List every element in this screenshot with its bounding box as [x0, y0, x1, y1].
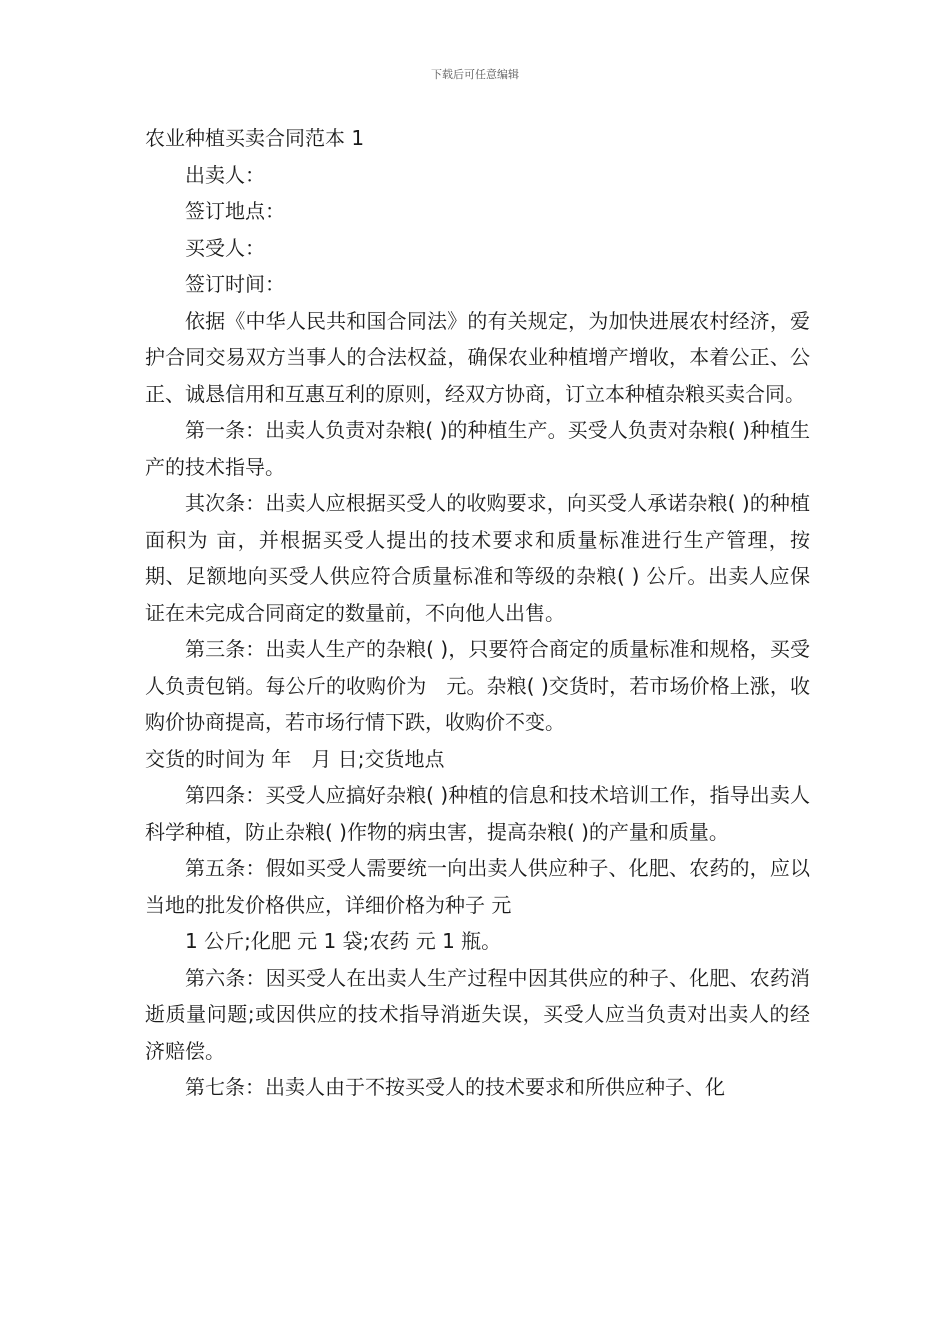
- prices-line: 1 公斤;化肥 元 1 袋;农药 元 1 瓶。: [185, 929, 502, 953]
- paragraph-article-7: 第七条：出卖人由于不按买受人的技术要求和所供应种子、化: [185, 1075, 725, 1099]
- field-buyer: 买受人：: [185, 235, 265, 260]
- field-seller: 出卖人：: [185, 162, 265, 187]
- document-body: [145, 120, 810, 1106]
- delivery-line: 交货的时间为 年 月 日;交货地点: [145, 746, 445, 771]
- field-sign-place: 签订地点：: [185, 199, 285, 223]
- paragraph-article-3: 第三条：出卖人生产的杂粮( )，只要符合商定的质量标准和规格，买受人负责包销。每公斤的收购价为 元。杂粮( )交货时，若市场价格上涨，收购价协商提高，若市场行情下跌，收购价不变。: [145, 637, 810, 734]
- paragraph-article-2: 其次条：出卖人应根据买受人的收购要求，向买受人承诺杂粮( )的种植面积为 亩，并根据买受人提出的技术要求和质量标准进行生产管理，按期、足额地向买受人供应符合质量标准和等级的杂粮( ) 公斤。出卖人应保证在未完成合同商定的数量前，不向他人出售。: [145, 491, 810, 625]
- page-header-note: 下载后可任意编辑: [431, 68, 519, 81]
- document-title: 农业种植买卖合同范本 1: [145, 126, 365, 150]
- paragraph-preamble: 依据《中华人民共和国合同法》的有关规定，为加快进展农村经济，爱护合同交易双方当事人的合法权益，确保农业种植增产增收，本着公正、公正、诚恳信用和互惠互利的原则，经双方协商，订立本种植杂粮买卖合同。: [145, 308, 810, 406]
- paragraph-article-5: 第五条：假如买受人需要统一向出卖人供应种子、化肥、农药的，应以当地的批发价格供应，详细价格为种子 元: [145, 856, 810, 917]
- field-sign-time: 签订时间：: [185, 272, 285, 296]
- paragraph-article-1: 第一条：出卖人负责对杂粮( )的种植生产。买受人负责对杂粮( )种植生产的技术指导。: [145, 418, 810, 479]
- paragraph-article-6: 第六条：因买受人在出卖人生产过程中因其供应的种子、化肥、农药消逝质量问题;或因供应的技术指导消逝失误，买受人应当负责对出卖人的经济赔偿。: [145, 965, 810, 1063]
- paragraph-article-4: 第四条：买受人应搞好杂粮( )种植的信息和技术培训工作，指导出卖人科学种植，防止杂粮( )作物的病虫害，提高杂粮( )的产量和质量。: [145, 783, 810, 844]
